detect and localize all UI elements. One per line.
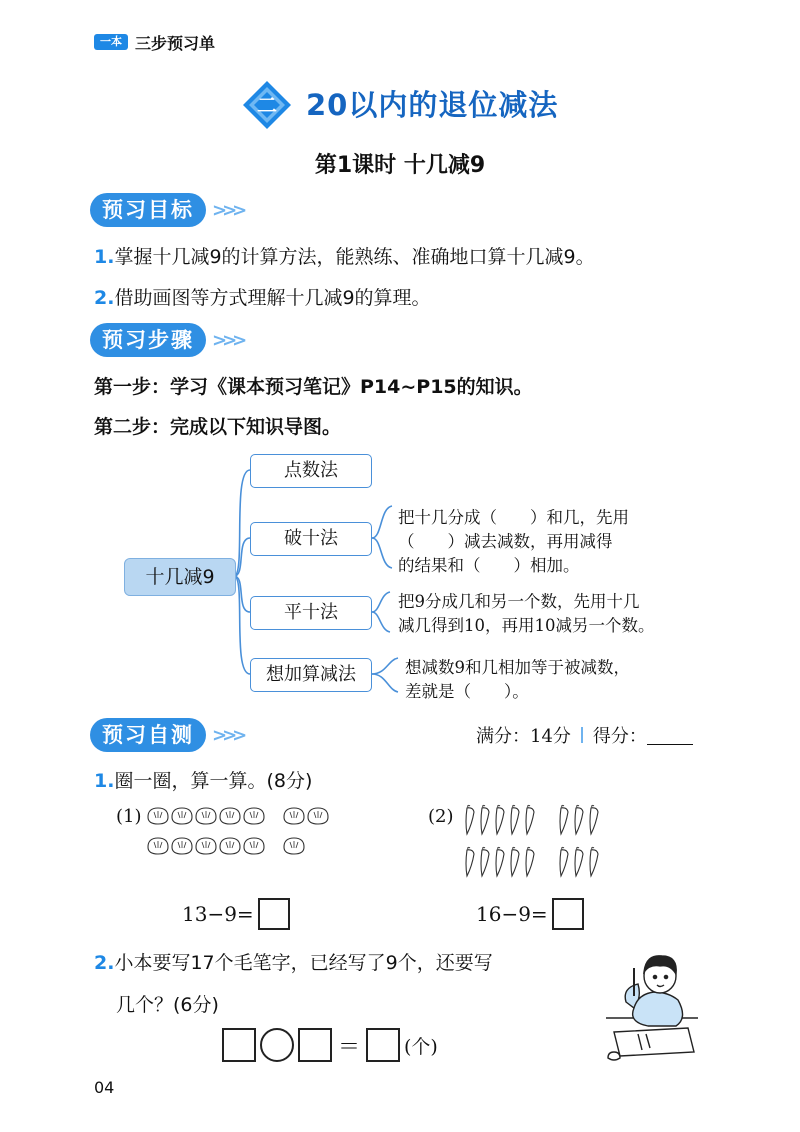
answer-box[interactable] — [552, 898, 584, 930]
q2-equation — [222, 1028, 438, 1062]
branch-pingshi: 平十法 — [250, 596, 372, 630]
answer-box[interactable] — [258, 898, 290, 930]
branch-xiangjia: 想加算减法 — [250, 658, 372, 692]
operator-circle[interactable] — [260, 1028, 294, 1062]
operand-box[interactable] — [222, 1028, 256, 1062]
divider — [581, 727, 583, 743]
steps-pill: 预习步骤 — [90, 323, 206, 357]
chevrons-icon: >>> — [212, 329, 243, 351]
branch-poshi: 破十法 — [250, 522, 372, 556]
brand-logo: 一本 — [94, 34, 128, 50]
operand-box[interactable] — [298, 1028, 332, 1062]
chevrons-icon: >>> — [212, 724, 243, 746]
chapter-number: 二 — [257, 93, 277, 117]
branch-dianshu: 点数法 — [250, 454, 372, 488]
goal-item-2: 2.借助画图等方式理解十几减9的算理。 — [94, 287, 431, 309]
full-score: 满分：14分 — [476, 726, 571, 747]
chevrons-icon: >>> — [212, 199, 243, 221]
score-blank[interactable] — [647, 726, 693, 745]
q1-part1-equation: 13−9= — [182, 898, 290, 930]
note-xiangjia: 想减数9和几相加等于被减数， 差就是（ ）。 — [405, 658, 630, 701]
q1-part2-equation: 16−9= — [476, 898, 584, 930]
note-poshi: 把十几分成（ ）和几，先用 （ ）减去减数，再用减得 的结果和（ ）相加。 — [398, 508, 629, 575]
peppers-image — [462, 802, 612, 882]
question-1: 1.圈一圈，算一算。(8分) — [94, 770, 313, 792]
question-2-line2: 几个？(6分) — [116, 994, 219, 1016]
mindmap-root: 十几减9 — [124, 558, 236, 596]
boy-writing-illustration — [598, 948, 702, 1064]
goal-item-1: 1.掌握十几减9的计算方法，能熟练、准确地口算十几减9。 — [94, 246, 595, 268]
step-2: 第二步：完成以下知识导图。 — [94, 416, 342, 438]
selftest-pill: 预习自测 — [90, 718, 206, 752]
goals-pill: 预习目标 — [90, 193, 206, 227]
chapter-title: 20以内的退位减法 — [306, 88, 559, 122]
unit-label: (个) — [404, 1035, 438, 1058]
q1-part1-tag: (1) — [116, 806, 142, 827]
equals-sign: ＝ — [338, 1034, 361, 1060]
question-2: 2.小本要写17个毛笔字，已经写了9个，还要写 — [94, 952, 493, 974]
step-1: 第一步：学习《课本预习笔记》P14~P15的知识。 — [94, 376, 533, 398]
page-number: 04 — [94, 1078, 115, 1097]
result-box[interactable] — [366, 1028, 400, 1062]
note-pingshi: 把9分成几和另一个数，先用十几 减几得到10，再用10减另一个数。 — [398, 592, 655, 635]
selftest-header — [90, 718, 242, 752]
buns-image — [145, 804, 345, 860]
q1-part2-tag: (2) — [428, 806, 454, 827]
score-label: 得分： — [592, 726, 647, 747]
score-area — [476, 722, 693, 748]
series-title: 三步预习单 — [135, 34, 216, 53]
lesson-title: 第1课时 十几减9 — [314, 153, 486, 178]
